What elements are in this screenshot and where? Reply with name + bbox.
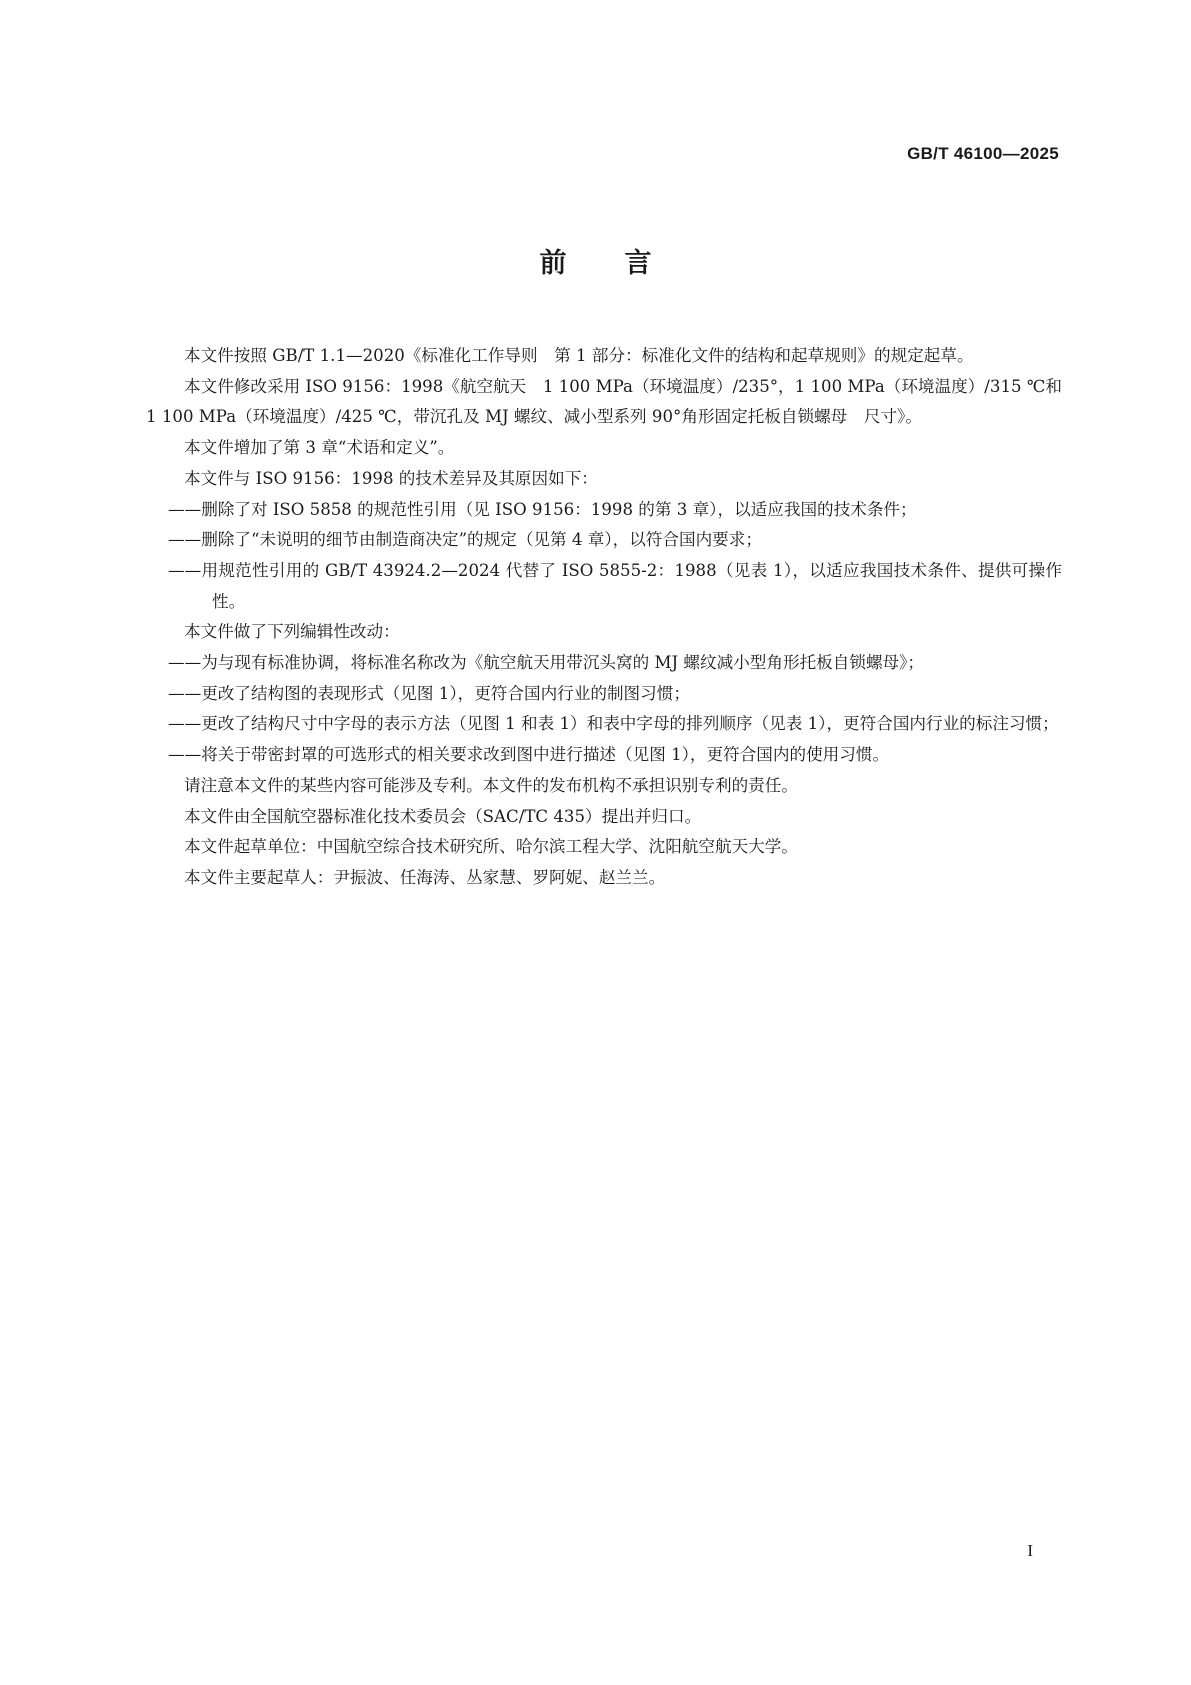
list-item: ——删除了“未说明的细节由制造商决定”的规定（见第 4 章），以符合国内要求；	[168, 530, 762, 550]
foreword-body	[146, 341, 1062, 894]
paragraph: 本文件修改采用 ISO 9156：1998《航空航天 1 100 MPa（环境温度）/235°，1 100 MPa（环境温度）/315 ℃和 1 100 MPa（环境温度）/425 ℃，带沉孔及 MJ 螺纹、减小型系列 90°角形固定托板自锁螺母 尺寸》。	[146, 376, 1062, 427]
list-item: ——用规范性引用的 GB/T 43924.2—2024 代替了 ISO 5855-2：1988（见表 1），以适应我国技术条件、提供可操作性。	[168, 560, 1062, 611]
list-item: ——为与现有标准协调，将标准名称改为《航空航天用带沉头窝的 MJ 螺纹减小型角形托板自锁螺母》；	[168, 653, 925, 673]
page-number: I	[1027, 1541, 1033, 1560]
paragraph: 本文件由全国航空器标准化技术委员会（SAC/TC 435）提出并归口。	[184, 806, 702, 826]
paragraph: 本文件增加了第 3 章“术语和定义”。	[184, 438, 455, 458]
paragraph: 本文件与 ISO 9156：1998 的技术差异及其原因如下：	[184, 468, 598, 488]
paragraph: 本文件做了下列编辑性改动：	[184, 622, 400, 642]
list-item: ——将关于带密封罩的可选形式的相关要求改到图中进行描述（见图 1），更符合国内的使用习惯。	[168, 745, 890, 765]
paragraph: 本文件起草单位：中国航空综合技术研究所、哈尔滨工程大学、沈阳航空航天大学。	[184, 837, 798, 857]
paragraph: 请注意本文件的某些内容可能涉及专利。本文件的发布机构不承担识别专利的责任。	[184, 775, 798, 795]
list-item: ——更改了结构图的表现形式（见图 1），更符合国内行业的制图习惯；	[168, 683, 690, 703]
paragraph: 本文件按照 GB/T 1.1—2020《标准化工作导则 第 1 部分：标准化文件的结构和起草规则》的规定起草。	[184, 346, 974, 365]
list-item: ——删除了对 ISO 5858 的规范性引用（见 ISO 9156：1998 的第 3 章），以适应我国的技术条件；	[168, 499, 917, 519]
page-title: 前言	[539, 248, 710, 279]
standard-number: GB/T 46100—2025	[907, 144, 1059, 163]
list-item: ——更改了结构尺寸中字母的表示方法（见图 1 和表 1）和表中字母的排列顺序（见表 1），更符合国内行业的标注习惯；	[168, 714, 1059, 734]
paragraph: 本文件主要起草人：尹振波、任海涛、丛家慧、罗阿妮、赵兰兰。	[184, 867, 666, 887]
